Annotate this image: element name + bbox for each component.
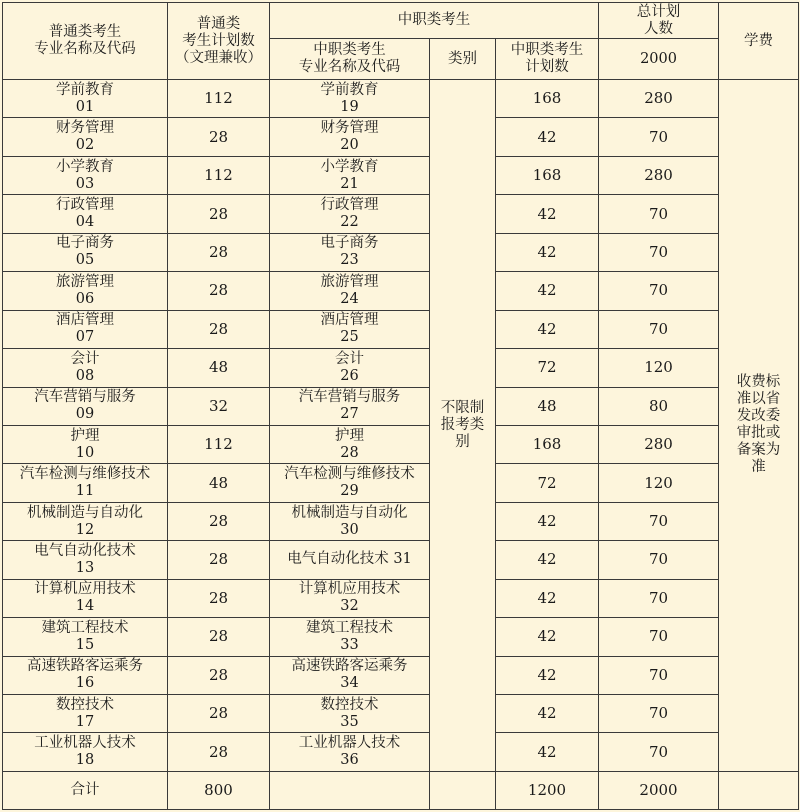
vocational-plan-cell: 42 <box>496 272 599 310</box>
total-plan-cell: 70 <box>599 656 719 694</box>
vocational-major-cell: 财务管理 20 <box>270 118 430 156</box>
general-plan-cell: 28 <box>168 579 270 617</box>
table-row <box>3 464 799 502</box>
vocational-plan-cell: 42 <box>496 579 599 617</box>
table-row <box>3 656 799 694</box>
header-general-plan: 普通类 考生计划数 （文理兼收） <box>168 3 270 80</box>
header-vocational-major: 中职类考生 专业名称及代码 <box>270 39 430 80</box>
total-plan-cell: 70 <box>599 195 719 233</box>
general-major-cell: 机械制造与自动化 12 <box>3 502 168 540</box>
general-major-cell: 工业机器人技术 18 <box>3 733 168 771</box>
total-plan-cell: 280 <box>599 425 719 463</box>
table-row <box>3 80 799 118</box>
table-row <box>3 502 799 540</box>
vocational-plan-cell: 48 <box>496 387 599 425</box>
general-plan-cell: 112 <box>168 425 270 463</box>
total-plan-cell: 70 <box>599 541 719 579</box>
general-plan-cell: 32 <box>168 387 270 425</box>
general-plan-cell: 28 <box>168 695 270 733</box>
table-row <box>3 233 799 271</box>
header-tuition: 学费 <box>719 3 799 80</box>
header-vocational-plan: 中职类考生 计划数 <box>496 39 599 80</box>
table-row <box>3 310 799 348</box>
general-major-cell: 高速铁路客运乘务 16 <box>3 656 168 694</box>
header-total-plan-value: 2000 <box>599 39 719 80</box>
general-plan-cell: 28 <box>168 502 270 540</box>
table-row <box>3 733 799 771</box>
table-body <box>3 80 799 810</box>
total-plan-cell: 70 <box>599 579 719 617</box>
totals-label: 合计 <box>3 771 168 809</box>
general-major-cell: 计算机应用技术 14 <box>3 579 168 617</box>
vocational-major-cell: 电子商务 23 <box>270 233 430 271</box>
total-plan-cell: 280 <box>599 80 719 118</box>
table-row <box>3 425 799 463</box>
totals-general-plan: 800 <box>168 771 270 809</box>
enrollment-plan-table <box>2 2 799 810</box>
general-major-cell: 汽车营销与服务 09 <box>3 387 168 425</box>
total-plan-cell: 70 <box>599 502 719 540</box>
vocational-plan-cell: 42 <box>496 618 599 656</box>
general-major-cell: 行政管理 04 <box>3 195 168 233</box>
category-note-cell: 不限制 报考类 别 <box>430 80 496 772</box>
totals-total-plan: 2000 <box>599 771 719 809</box>
general-plan-cell: 48 <box>168 464 270 502</box>
general-plan-cell: 28 <box>168 656 270 694</box>
total-plan-cell: 280 <box>599 156 719 194</box>
general-major-cell: 护理 10 <box>3 425 168 463</box>
table-row <box>3 541 799 579</box>
vocational-major-cell: 电气自动化技术 31 <box>270 541 430 579</box>
general-plan-cell: 48 <box>168 349 270 387</box>
vocational-major-cell: 工业机器人技术 36 <box>270 733 430 771</box>
general-plan-cell: 28 <box>168 541 270 579</box>
header-total-plan: 总计划 人数 <box>599 3 719 39</box>
total-plan-cell: 70 <box>599 233 719 271</box>
general-major-cell: 小学教育 03 <box>3 156 168 194</box>
header-category: 类别 <box>430 39 496 80</box>
vocational-major-cell: 机械制造与自动化 30 <box>270 502 430 540</box>
vocational-plan-cell: 42 <box>496 695 599 733</box>
vocational-plan-cell: 42 <box>496 233 599 271</box>
vocational-plan-cell: 72 <box>496 464 599 502</box>
general-plan-cell: 28 <box>168 272 270 310</box>
vocational-plan-cell: 42 <box>496 195 599 233</box>
vocational-plan-cell: 168 <box>496 156 599 194</box>
total-plan-cell: 70 <box>599 695 719 733</box>
vocational-major-cell: 旅游管理 24 <box>270 272 430 310</box>
general-major-cell: 建筑工程技术 15 <box>3 618 168 656</box>
vocational-major-cell: 护理 28 <box>270 425 430 463</box>
header-general-major: 普通类考生 专业名称及代码 <box>3 3 168 80</box>
vocational-plan-cell: 42 <box>496 502 599 540</box>
table-row <box>3 349 799 387</box>
vocational-major-cell: 建筑工程技术 33 <box>270 618 430 656</box>
vocational-plan-cell: 168 <box>496 425 599 463</box>
totals-vocational-plan: 1200 <box>496 771 599 809</box>
total-plan-cell: 70 <box>599 733 719 771</box>
vocational-plan-cell: 42 <box>496 733 599 771</box>
table-row <box>3 579 799 617</box>
general-major-cell: 会计 08 <box>3 349 168 387</box>
general-major-cell: 财务管理 02 <box>3 118 168 156</box>
vocational-major-cell: 小学教育 21 <box>270 156 430 194</box>
header-vocational-group: 中职类考生 <box>270 3 599 39</box>
general-plan-cell: 28 <box>168 118 270 156</box>
general-major-cell: 酒店管理 07 <box>3 310 168 348</box>
table-row <box>3 387 799 425</box>
totals-tuition <box>719 771 799 809</box>
tuition-note-cell: 收费标 准以省 发改委 审批或 备案为 准 <box>719 80 799 772</box>
vocational-major-cell: 计算机应用技术 32 <box>270 579 430 617</box>
table-row <box>3 118 799 156</box>
general-plan-cell: 28 <box>168 618 270 656</box>
vocational-major-cell: 汽车检测与维修技术 29 <box>270 464 430 502</box>
general-plan-cell: 28 <box>168 233 270 271</box>
vocational-major-cell: 行政管理 22 <box>270 195 430 233</box>
table-row <box>3 618 799 656</box>
vocational-plan-cell: 42 <box>496 541 599 579</box>
general-plan-cell: 112 <box>168 156 270 194</box>
general-major-cell: 旅游管理 06 <box>3 272 168 310</box>
general-major-cell: 电子商务 05 <box>3 233 168 271</box>
general-major-cell: 数控技术 17 <box>3 695 168 733</box>
general-major-cell: 汽车检测与维修技术 11 <box>3 464 168 502</box>
vocational-plan-cell: 42 <box>496 118 599 156</box>
total-plan-cell: 120 <box>599 349 719 387</box>
vocational-major-cell: 汽车营销与服务 27 <box>270 387 430 425</box>
general-plan-cell: 112 <box>168 80 270 118</box>
total-plan-cell: 70 <box>599 118 719 156</box>
general-plan-cell: 28 <box>168 733 270 771</box>
vocational-major-cell: 酒店管理 25 <box>270 310 430 348</box>
vocational-major-cell: 高速铁路客运乘务 34 <box>270 656 430 694</box>
table-row <box>3 695 799 733</box>
vocational-plan-cell: 168 <box>496 80 599 118</box>
vocational-plan-cell: 42 <box>496 310 599 348</box>
vocational-major-cell: 数控技术 35 <box>270 695 430 733</box>
total-plan-cell: 120 <box>599 464 719 502</box>
vocational-plan-cell: 72 <box>496 349 599 387</box>
table-row <box>3 272 799 310</box>
total-plan-cell: 70 <box>599 310 719 348</box>
total-plan-cell: 70 <box>599 272 719 310</box>
total-plan-cell: 70 <box>599 618 719 656</box>
vocational-plan-cell: 42 <box>496 656 599 694</box>
general-major-cell: 学前教育 01 <box>3 80 168 118</box>
general-plan-cell: 28 <box>168 195 270 233</box>
totals-row <box>3 771 799 809</box>
totals-vocational-major <box>270 771 430 809</box>
vocational-major-cell: 会计 26 <box>270 349 430 387</box>
general-major-cell: 电气自动化技术 13 <box>3 541 168 579</box>
general-plan-cell: 28 <box>168 310 270 348</box>
table-row <box>3 156 799 194</box>
table-row <box>3 195 799 233</box>
vocational-major-cell: 学前教育 19 <box>270 80 430 118</box>
totals-category <box>430 771 496 809</box>
total-plan-cell: 80 <box>599 387 719 425</box>
